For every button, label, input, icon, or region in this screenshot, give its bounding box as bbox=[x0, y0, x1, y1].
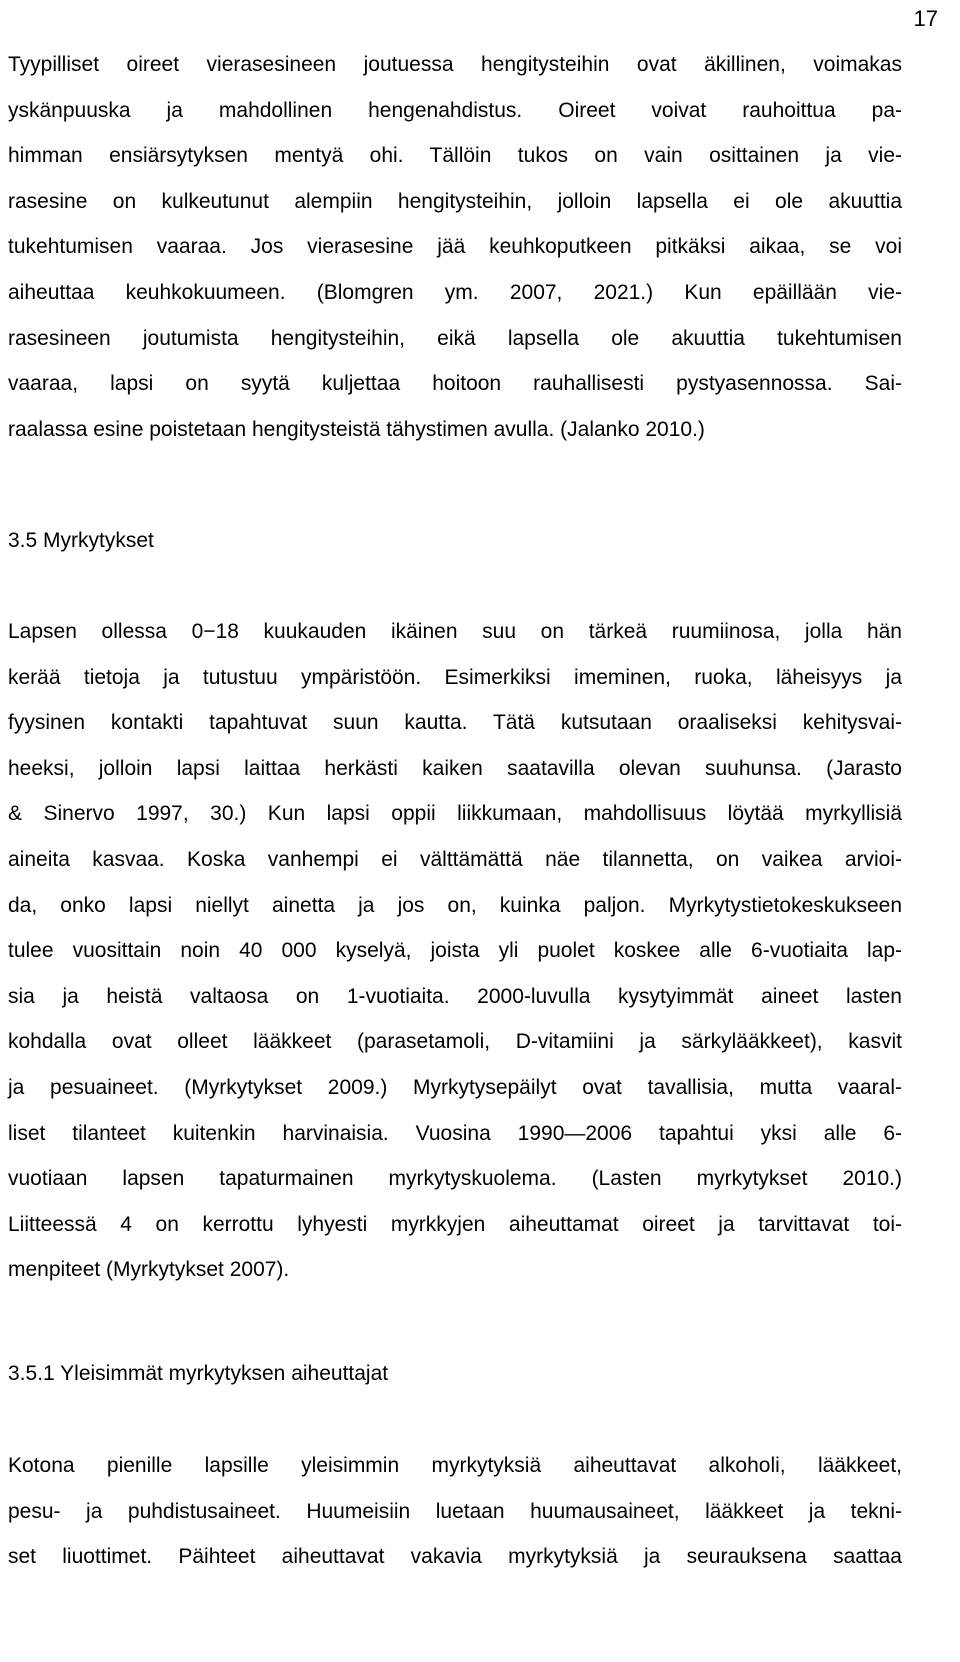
text-line: ja pesuaineet. (Myrkytykset 2009.) Myrkytysepäilyt ovat tavallisia, mutta vaaral- bbox=[8, 1075, 902, 1099]
text-line: aineita kasvaa. Koska vanhempi ei välttämättä näe tilannetta, on vaikea arvioi- bbox=[8, 847, 902, 871]
paragraph-poisonings bbox=[8, 609, 902, 1293]
text-line: set liuottimet. Päihteet aiheuttavat vakavia myrkytyksiä ja seurauksena saattaa bbox=[8, 1545, 902, 1569]
text-line: tukehtumisen vaaraa. Jos vierasesine jää keuhkoputkeen pitkäksi aikaa, se voi bbox=[8, 235, 902, 259]
paragraph-common-causes bbox=[8, 1443, 902, 1580]
text-line: raalassa esine poistetaan hengitysteistä tähystimen avulla. (Jalanko 2010.) bbox=[8, 417, 705, 441]
paragraph-foreign-body-symptoms bbox=[8, 42, 902, 452]
text-line: menpiteet (Myrkytykset 2007). bbox=[8, 1258, 290, 1282]
text-line: fyysinen kontakti tapahtuvat suun kautta. Tätä kutsutaan oraaliseksi kehitysvai- bbox=[8, 711, 902, 735]
page-number: 17 bbox=[913, 6, 938, 31]
text-line: kerää tietoja ja tutustuu ympäristöön. Esimerkiksi imeminen, ruoka, läheisyys ja bbox=[8, 665, 902, 689]
section-heading: 3.5 Myrkytykset bbox=[8, 529, 154, 552]
text-line: rasesine on kulkeutunut alempiin hengitysteihin, jolloin lapsella ei ole akuuttia bbox=[8, 189, 902, 213]
text-line: kohdalla ovat olleet lääkkeet (parasetamoli, D-vitamiini ja särkylääkkeet), kasvit bbox=[8, 1030, 902, 1054]
text-line: & Sinervo 1997, 30.) Kun lapsi oppii liikkumaan, mahdollisuus löytää myrkyllisiä bbox=[8, 802, 902, 826]
text-line: Lapsen ollessa 0−18 kuukauden ikäinen suu on tärkeä ruumiinosa, jolla hän bbox=[8, 620, 902, 643]
text-line: Tyypilliset oireet vierasesineen joutuessa hengitysteihin ovat äkillinen, voimakas bbox=[8, 53, 902, 76]
text-line: vaaraa, lapsi on syytä kuljettaa hoitoon rauhallisesti pystyasennossa. Sai- bbox=[8, 372, 902, 396]
text-line: aiheuttaa keuhkokuumeen. (Blomgren ym. 2007, 2021.) Kun epäillään vie- bbox=[8, 280, 902, 304]
text-line: da, onko lapsi niellyt ainetta ja jos on, kuinka paljon. Myrkytystietokeskukseen bbox=[8, 893, 902, 917]
text-line: liset tilanteet kuitenkin harvinaisia. Vuosina 1990―2006 tapahtui yksi alle 6- bbox=[8, 1121, 902, 1145]
text-line: Kotona pienille lapsille yleisimmin myrkytyksiä aiheuttavat alkoholi, lääkkeet, bbox=[8, 1454, 902, 1477]
text-line: vuotiaan lapsen tapaturmainen myrkytyskuolema. (Lasten myrkytykset 2010.) bbox=[8, 1167, 902, 1191]
subsection-heading: 3.5.1 Yleisimmät myrkytyksen aiheuttajat bbox=[8, 1362, 389, 1385]
text-line: rasesineen joutumista hengitysteihin, eikä lapsella ole akuuttia tukehtumisen bbox=[8, 326, 902, 350]
text-line: tulee vuosittain noin 40 000 kyselyä, joista yli puolet koskee alle 6-vuotiaita lap- bbox=[8, 939, 902, 963]
text-line: yskänpuuska ja mahdollinen hengenahdistus. Oireet voivat rauhoittua pa- bbox=[8, 98, 902, 122]
text-line: himman ensiärsytyksen mentyä ohi. Tällöin tukos on vain osittainen ja vie- bbox=[8, 144, 902, 168]
text-line: heeksi, jolloin lapsi laittaa herkästi kaiken saatavilla olevan suuhunsa. (Jarasto bbox=[8, 756, 902, 780]
text-line: Liitteessä 4 on kerrottu lyhyesti myrkkyjen aiheuttamat oireet ja tarvittavat toi- bbox=[8, 1212, 902, 1236]
text-line: pesu- ja puhdistusaineet. Huumeisiin luetaan huumausaineet, lääkkeet ja tekni- bbox=[8, 1499, 902, 1523]
text-line: sia ja heistä valtaosa on 1-vuotiaita. 2000-luvulla kysytyimmät aineet lasten bbox=[8, 984, 902, 1008]
